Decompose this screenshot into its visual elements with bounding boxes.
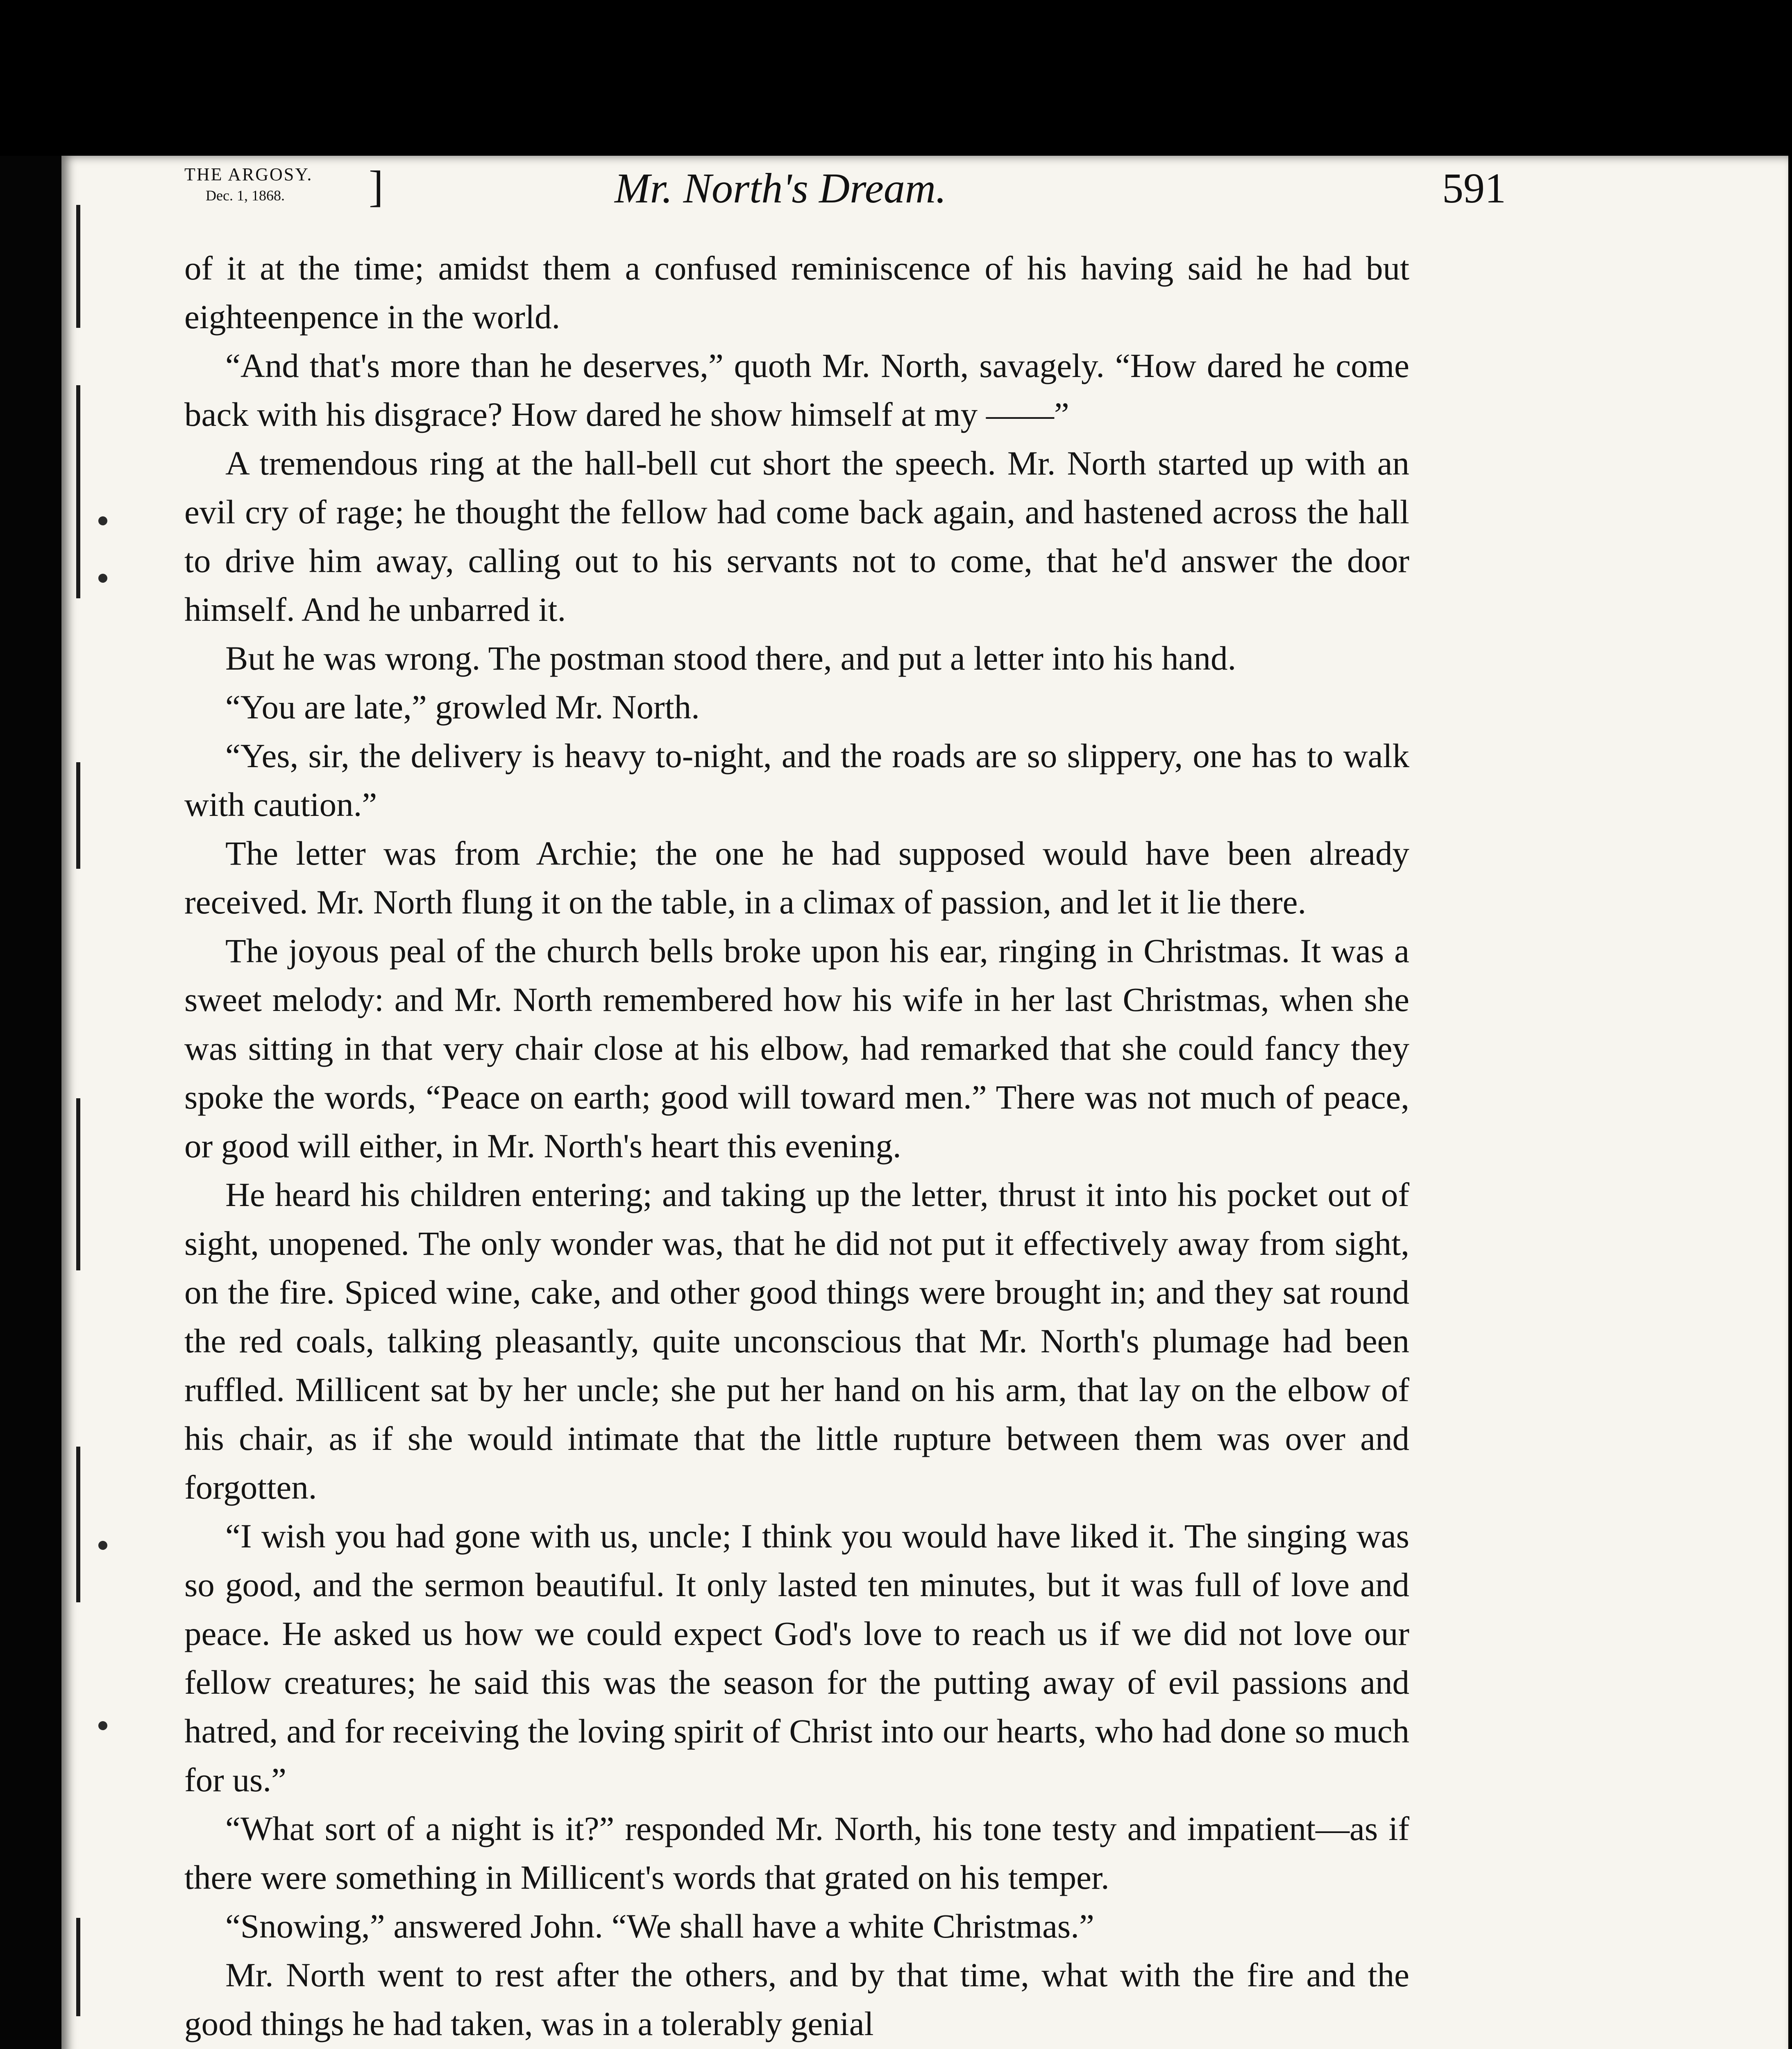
gutter-line [76, 1098, 80, 1270]
body-text [184, 244, 1409, 2048]
paragraph: “Yes, sir, the delivery is heavy to-night, and the roads are so slippery, one has to walk with caution.” [184, 737, 1409, 823]
paragraph: The letter was from Archie; the one he had supposed would have been already received. Mr. North flung it on the table, in a climax of passion, and let it lie there. [184, 834, 1409, 921]
paragraph: The joyous peal of the church bells broke upon his ear, ringing in Christmas. It was a sweet melody: and Mr. North remembered how his wife in her last Christmas, when she was sitting in that very chair close at his elbow, had remarked that she could fancy they spoke the words, “Peace on earth; good will toward men.” There was not much of peace, or good will either, in Mr. North's heart this evening. [184, 932, 1409, 1165]
paragraph: A tremendous ring at the hall-bell cut short the speech. Mr. North started up with an evil cry of rage; he thought the fellow had come back again, and hastened across the hall to drive him away, calling out to his servants not to come, that he'd answer the door himself. And he unbarred it. [184, 444, 1409, 628]
paragraph: “I wish you had gone with us, uncle; I think you would have liked it. The singing was so good, and the sermon beautiful. It only lasted ten minutes, but it was full of love and peace. He asked us how we could expect God's love to reach us if we did not love our fellow creatures; he said this was the season for the putting away of evil passions and hatred, and for receiving the loving spirit of Christ into our hearts, who had done so much for us.” [184, 1517, 1409, 1799]
paragraph: Mr. North went to rest after the others, and by that time, what with the fire and the good things he had taken, was in a tolerably genial [184, 1956, 1409, 2042]
gutter-line [76, 385, 80, 598]
paragraph: “What sort of a night is it?” responded Mr. North, his tone testy and impatient—as if there were something in Millicent's words that grated on his temper. [184, 1810, 1409, 1896]
gutter-line [76, 762, 80, 869]
chapter-title: Mr. North's Dream. [615, 165, 947, 212]
paragraph: “Snowing,” answered John. “We shall have a white Christmas.” [225, 1907, 1094, 1945]
paragraph: “And that's more than he deserves,” quoth Mr. North, savagely. “How dared he come back with his disgrace? How dared he show himself at my ——” [184, 347, 1409, 433]
gutter-dot [98, 1721, 107, 1730]
gutter-marks [68, 156, 92, 2049]
binding-edge [0, 156, 61, 2049]
gutter-line [76, 1447, 80, 1602]
gutter-line [76, 1918, 80, 2016]
page-number: 591 [1442, 165, 1506, 212]
gutter-dot [98, 516, 107, 525]
gutter-dot [98, 1541, 107, 1550]
journal-bracket: ] [369, 162, 383, 211]
gutter-dot [98, 574, 107, 583]
gutter-line [76, 205, 80, 328]
paragraph: of it at the time; amidst them a confused reminiscence of his having said he had but eighteenpence in the world. [184, 249, 1409, 336]
journal-name: THE ARGOSY. [184, 164, 313, 184]
running-head [184, 162, 1506, 225]
journal-date: Dec. 1, 1868. [206, 187, 285, 204]
paragraph: But he was wrong. The postman stood there, and put a letter into his hand. [225, 639, 1236, 677]
paragraph: “You are late,” growled Mr. North. [225, 688, 700, 726]
paragraph: He heard his children entering; and taking up the letter, thrust it into his pocket out of sight, unopened. The only wonder was, that he did not put it effectively away from sight, on the fire. Spiced wine, cake, and other good things were brought in; and they sat round the red coals, talking pleasantly, quite unconscious that Mr. North's plumage had been ruffled. Millicent sat by her uncle; she put her hand on his arm, that lay on the elbow of his chair, as if she would intimate that the little rupture between them was over and forgotten. [184, 1176, 1409, 1506]
journal-tag [184, 164, 381, 225]
